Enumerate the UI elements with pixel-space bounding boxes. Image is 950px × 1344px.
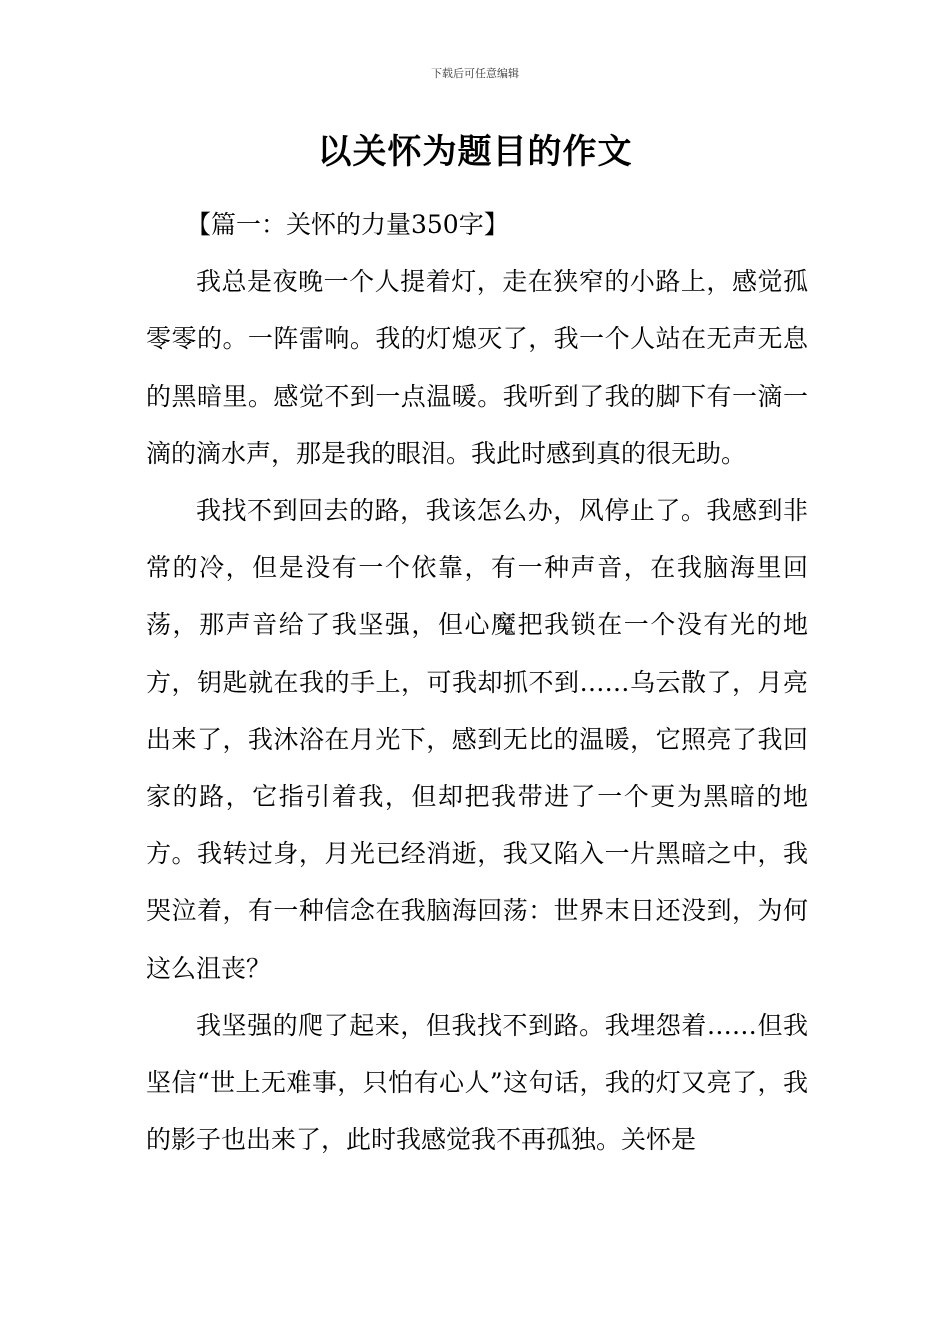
paragraph-3: 我坚强的爬了起来，但我找不到路。我埋怨着……但我坚信“世上无难事，只怕有心人”这句话，我的灯又亮了，我的影子也出来了，此时我感觉我不再孤独。关怀是 [146,1010,808,1155]
paragraph-2: 我找不到回去的路，我该怎么办，风停止了。我感到非常的冷，但是没有一个依靠，有一种声音，在我脑海里回荡，那声音给了我坚强，但心魔把我锁在一个没有光的地方，钥匙就在我的手上，可我却抓不到……乌云散了，月亮出来了，我沐浴在月光下，感到无比的温暖，它照亮了我回家的路，它指引着我，但却把我带进了一个更为黑暗的地方。我转过身，月光已经消逝，我又陷入一片黑暗之中，我哭泣着，有一种信念在我脑海回荡：世界末日还没到，为何这么沮丧？ [146,496,808,983]
document-title: 以关怀为题目的作文 [317,132,633,172]
section-heading: 【篇一：关怀的力量350字】 [186,210,509,239]
document-body [146,196,808,1168]
paragraph-1: 我总是夜晚一个人提着灯，走在狭窄的小路上，感觉孤零零的。一阵雷响。我的灯熄灭了，我一个人站在无声无息的黑暗里。感觉不到一点温暖。我听到了我的脚下有一滴一滴的滴水声，那是我的眼泪。我此时感到真的很无助。 [146,267,808,468]
header-note: 下载后可任意编辑 [431,67,519,80]
